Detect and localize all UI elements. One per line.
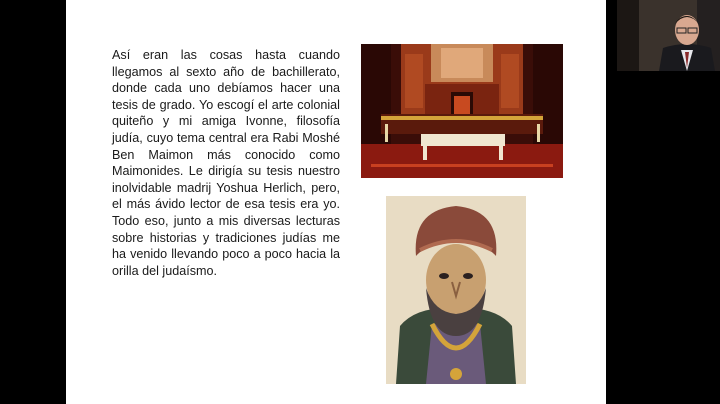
- maimonides-portrait: [386, 196, 526, 384]
- church-altar-image: [361, 44, 563, 178]
- slide-body-text: Así eran las cosas hasta cuando llegamos al sexto año de bachillerato, donde cada uno debíamos hacer una tesis de grado. Yo escogí el arte colonial quiteño y mi amiga Ivonne, filosofía judía, cuyo tema central era Rabi Moshé Ben Maimon más conocido como Maimonides. Le dirigía su tesis nuestro inolvidable madrij Yoshua Herlich, pero, el más ávido lector de esa tesis era yo. Todo eso, junto a mis diversas lecturas sobre historias y tradiciones judías me ha venido llevando poco a poco hacia la orilla del judaísmo.: [112, 48, 340, 278]
- webcam-presenter-video: [617, 0, 720, 71]
- presentation-slide: [66, 0, 606, 404]
